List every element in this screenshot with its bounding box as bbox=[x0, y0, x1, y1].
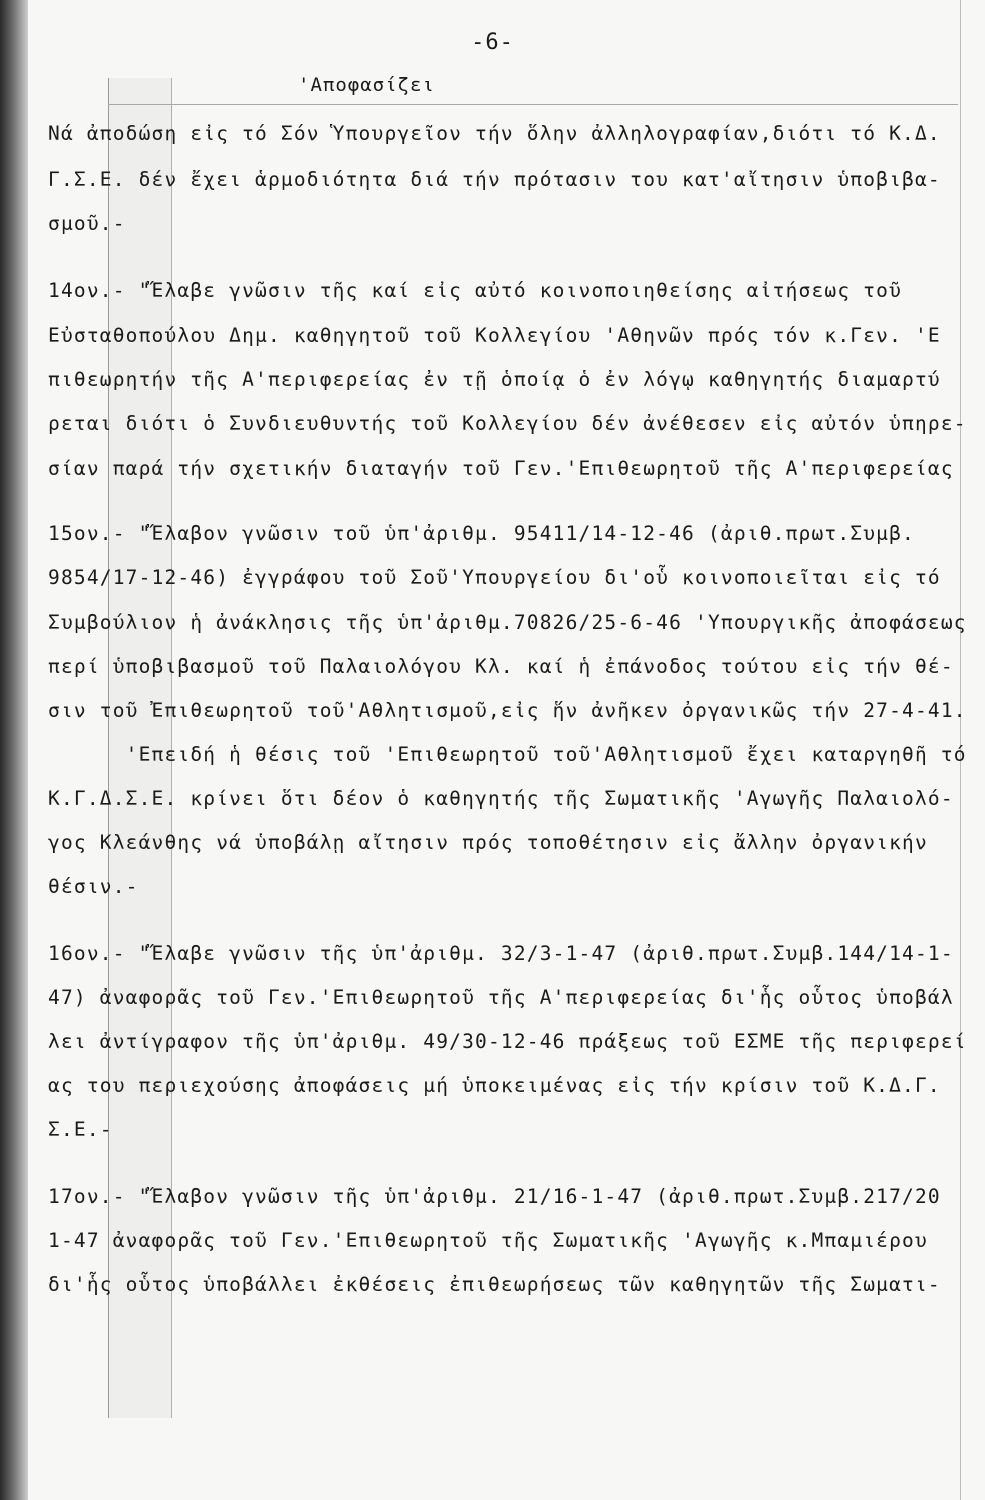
text-line: Σ.Ε.- bbox=[48, 1118, 113, 1141]
text-line: γος Κλεάνθης νά ὑποβάλῃ αἴτησιν πρός τοποθέτησιν εἰς ἄλλην ὀργανικήν bbox=[48, 831, 928, 854]
text-line: λει ἀντίγραφον τῆς ὑπ'ἀριθμ. 49/30-12-46 πράξεως τοῦ ΕΣΜΕ τῆς περιφερεί bbox=[48, 1030, 967, 1053]
text-line: πιθεωρητήν τῆς Α'περιφερείας ἐν τῇ ὁποίᾳ ὁ ἐν λόγῳ καθηγητής διαμαρτύ bbox=[48, 368, 941, 391]
text-line: δι'ἧς οὗτος ὑποβάλλει ἐκθέσεις ἐπιθεωρήσεως τῶν καθηγητῶν τῆς Σωματι- bbox=[48, 1273, 941, 1296]
text-line: Εὐσταθοπούλου Δημ. καθηγητοῦ τοῦ Κολλεγίου 'Αθηνῶν πρός τόν κ.Γεν. 'Ε bbox=[48, 324, 941, 347]
text-line: 'Επειδή ἡ θέσις τοῦ 'Επιθεωρητοῦ τοῦ'Αθλητισμοῦ ἔχει καταργηθῆ τό bbox=[48, 743, 967, 766]
text-line: σιν τοῦ Ἐπιθεωρητοῦ τοῦ'Αθλητισμοῦ,εἰς ἥν ἀνῆκεν ὀργανικῶς τήν 27-4-41. bbox=[48, 699, 967, 722]
text-line: θέσιν.- bbox=[48, 875, 139, 898]
page-binding-edge bbox=[0, 0, 28, 1500]
text-line: 16ον.- "Ἔλαβε γνῶσιν τῆς ὑπ'ἀριθμ. 32/3-1-47 (ἀριθ.πρωτ.Συμβ.144/14-1- bbox=[48, 942, 954, 965]
text-line: ρεται διότι ὁ Συνδιευθυντής τοῦ Κολλεγίου δέν ἀνέθεσεν εἰς αὐτόν ὑπηρε- bbox=[48, 412, 967, 435]
text-line: 14ον.- "Ἔλαβε γνῶσιν τῆς καί εἰς αὐτό κοινοποιηθείσης αἰτήσεως τοῦ bbox=[48, 279, 903, 302]
text-line: Γ.Σ.Ε. δέν ἔχει ἁρμοδιότητα διά τήν πρότασιν του κατ'αἴτησιν ὑποβιβα- bbox=[48, 168, 941, 191]
text-line: 17ον.- "Ἔλαβον γνῶσιν τῆς ὑπ'ἀριθμ. 21/16-1-47 (ἀριθ.πρωτ.Συμβ.217/20 bbox=[48, 1185, 941, 1208]
text-line: περί ὑποβιβασμοῦ τοῦ Παλαιολόγου Κλ. καί ἡ ἐπάνοδος τούτου εἰς τήν θέ- bbox=[48, 655, 954, 678]
text-line: Κ.Γ.Δ.Σ.Ε. κρίνει ὅτι δέον ὁ καθηγητής τῆς Σωματικῆς 'Αγωγῆς Παλαιολό- bbox=[48, 787, 954, 810]
text-line: 9854/17-12-46) ἐγγράφου τοῦ Σοῦ'Υπουργείου δι'οὗ κοινοποιεῖται εἰς τό bbox=[48, 566, 941, 589]
page-number: -6- bbox=[471, 30, 514, 55]
text-line: Συμβούλιον ἡ ἀνάκλησις τῆς ὑπ'ἀριθμ.70826/25-6-46 'Υπουργικῆς ἀποφάσεως bbox=[48, 611, 967, 634]
decision-heading: 'Αποφασίζει bbox=[298, 74, 435, 96]
header-rule bbox=[108, 104, 958, 105]
text-line: Νά ἀποδώση εἰς τό Σόν Ὑπουργεῖον τήν ὅλην ἀλληλογραφίαν,διότι τό Κ.Δ. bbox=[48, 122, 941, 145]
text-line: σμοῦ.- bbox=[48, 212, 126, 235]
text-line: 1-47 ἀναφορᾶς τοῦ Γεν.'Επιθεωρητοῦ τῆς Σωματικῆς 'Αγωγῆς κ.Μπαμιέρου bbox=[48, 1229, 928, 1252]
text-line: 47) ἀναφορᾶς τοῦ Γεν.'Επιθεωρητοῦ τῆς Α'περιφερείας δι'ἧς οὗτος ὑποβάλ bbox=[48, 986, 954, 1009]
text-line: 15ον.- "Ἔλαβον γνῶσιν τοῦ ὑπ'ἀριθμ. 95411/14-12-46 (ἀριθ.πρωτ.Συμβ. bbox=[48, 522, 915, 545]
text-line: σίαν παρά τήν σχετικήν διαταγήν τοῦ Γεν.'Επιθεωρητοῦ τῆς Α'περιφερείας bbox=[48, 457, 954, 480]
text-line: ας του περιεχούσης ἀποφάσεις μή ὑποκειμένας εἰς τήν κρίσιν τοῦ Κ.Δ.Γ. bbox=[48, 1074, 941, 1097]
